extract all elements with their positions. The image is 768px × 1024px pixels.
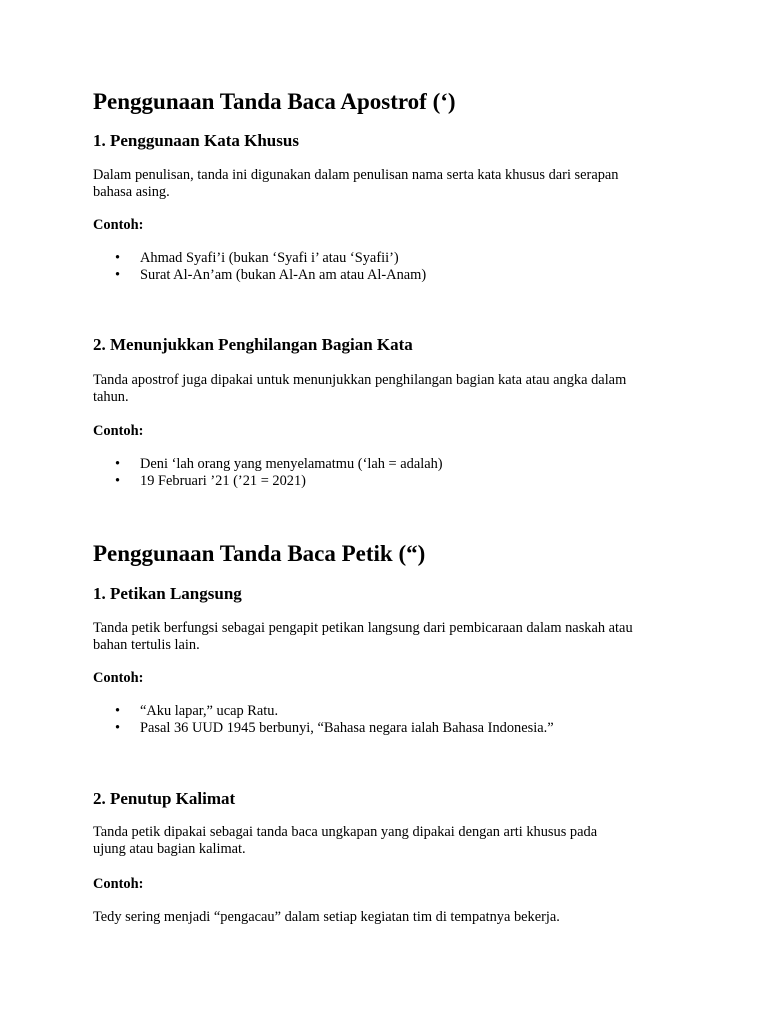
list-item-text: Ahmad Syafi’i (bukan ‘Syafi i’ atau ‘Syafii’)	[140, 250, 399, 266]
section-title-apostrof: Penggunaan Tanda Baca Apostrof (‘)	[93, 89, 456, 114]
paragraph-line: tahun.	[93, 389, 129, 405]
paragraph-penghilangan	[93, 372, 693, 406]
example-list-penghilangan	[93, 456, 443, 490]
list-item-text: Pasal 36 UUD 1945 berbunyi, “Bahasa negara ialah Bahasa Indonesia.”	[140, 720, 554, 736]
list-item	[93, 720, 554, 737]
list-item	[93, 703, 554, 720]
contoh-label: Contoh:	[93, 423, 144, 439]
list-item-text: Deni ‘lah orang yang menyelamatmu (‘lah = adalah)	[140, 456, 443, 472]
list-item-text: 19 Februari ’21 (’21 = 2021)	[140, 473, 306, 489]
example-list-petikan	[93, 703, 554, 737]
paragraph-penutup-kalimat	[93, 824, 693, 858]
bullet-icon: •	[115, 267, 121, 283]
subheading-petikan-langsung: 1. Petikan Langsung	[93, 584, 242, 603]
list-item	[93, 456, 443, 473]
bullet-icon: •	[115, 250, 121, 266]
example-sentence: Tedy sering menjadi “pengacau” dalam setiap kegiatan tim di tempatnya bekerja.	[93, 909, 560, 925]
paragraph-line: Tanda petik dipakai sebagai tanda baca ungkapan yang dipakai dengan arti khusus pada	[93, 824, 598, 840]
list-item-text: Surat Al-An’am (bukan Al-An am atau Al-Anam)	[140, 267, 427, 283]
paragraph-line: bahan tertulis lain.	[93, 637, 200, 653]
contoh-label: Contoh:	[93, 670, 144, 686]
paragraph-kata-khusus	[93, 167, 693, 201]
paragraph-line: bahasa asing.	[93, 184, 170, 200]
paragraph-line: Dalam penulisan, tanda ini digunakan dalam penulisan nama serta kata khusus dari serapan	[93, 167, 619, 183]
paragraph-line: Tanda apostrof juga dipakai untuk menunjukkan penghilangan bagian kata atau angka dalam	[93, 372, 627, 388]
list-item-text: “Aku lapar,” ucap Ratu.	[140, 703, 279, 719]
bullet-icon: •	[115, 456, 121, 472]
section-title-petik: Penggunaan Tanda Baca Petik (“)	[93, 541, 426, 566]
paragraph-line: Tanda petik berfungsi sebagai pengapit petikan langsung dari pembicaraan dalam naskah atau	[93, 620, 633, 636]
list-item	[93, 267, 426, 284]
subheading-penghilangan: 2. Menunjukkan Penghilangan Bagian Kata	[93, 335, 413, 354]
bullet-icon: •	[115, 473, 121, 489]
paragraph-petikan-langsung	[93, 620, 693, 654]
contoh-label: Contoh:	[93, 217, 144, 233]
paragraph-line: ujung atau bagian kalimat.	[93, 841, 246, 857]
contoh-label: Contoh:	[93, 876, 144, 892]
list-item	[93, 250, 426, 267]
bullet-icon: •	[115, 720, 121, 736]
example-list-kata-khusus	[93, 250, 426, 284]
subheading-kata-khusus: 1. Penggunaan Kata Khusus	[93, 131, 299, 150]
bullet-icon: •	[115, 703, 121, 719]
list-item	[93, 473, 443, 490]
subheading-penutup-kalimat: 2. Penutup Kalimat	[93, 789, 236, 808]
